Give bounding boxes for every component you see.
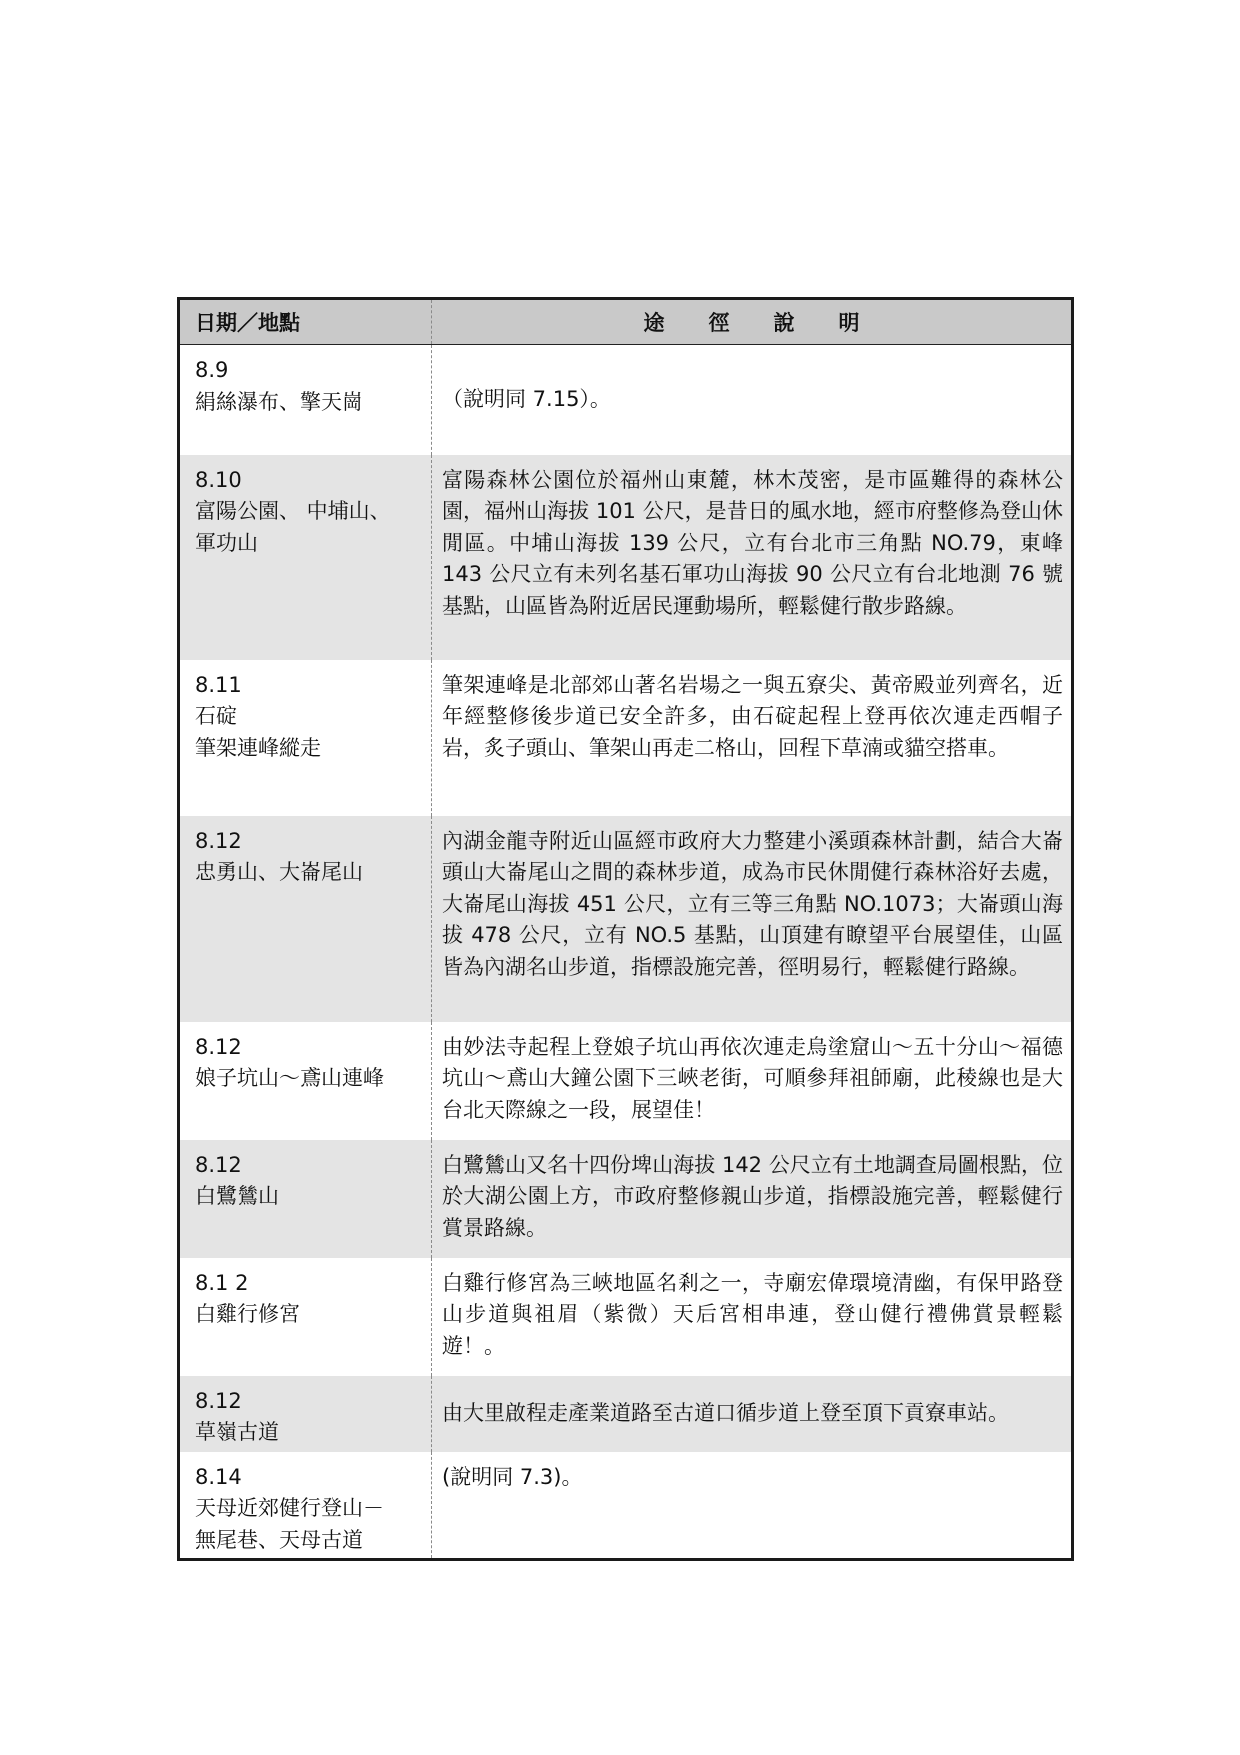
table-row	[179, 1376, 1073, 1452]
row-date: 8.12	[195, 1152, 242, 1177]
table-row	[179, 345, 1073, 455]
row-date: 8.14	[195, 1464, 242, 1489]
row-description: 由大里啟程走產業道路至古道口循步道上登至頂下貢寮車站。	[432, 1376, 1073, 1452]
table-row	[179, 1258, 1073, 1376]
row-location: 石碇	[195, 704, 237, 728]
header-description-char: 途	[643, 311, 665, 335]
row-location: 絹絲瀑布、擎天崗	[195, 389, 363, 414]
date-location-cell	[179, 455, 432, 660]
row-location: 筆架連峰縱走	[195, 735, 321, 760]
row-description: 內湖金龍寺附近山區經市政府大力整建小溪頭森林計劃，結合大崙頭山大崙尾山之間的森林步道，成為市民休閒健行森林浴好去處，大崙尾山海拔 451 公尺，立有三等三角點 NO.1073；大崙頭山海拔 478 公尺，立有 NO.5 基點，山頂建有瞭望平台展望佳，山區皆為內湖名山步道，指標設施完善，徑明易行，輕鬆健行路線。	[432, 816, 1073, 1022]
row-description: 富陽森林公園位於福州山東麓，林木茂密，是市區難得的森林公園，福州山海拔 101 公尺，是昔日的風水地，經市府整修為登山休閒區。中埔山海拔 139 公尺，立有台北市三角點 NO.79，東峰 143 公尺立有未列名基石軍功山海拔 90 公尺立有台北地測 76 號基點，山區皆為附近居民運動場所，輕鬆健行散步路線。	[432, 455, 1073, 660]
date-location-cell	[179, 1258, 432, 1376]
header-date-location: 日期／地點	[179, 299, 432, 345]
row-date: 8.1 2	[195, 1270, 249, 1295]
table-row	[179, 1022, 1073, 1140]
row-location: 草嶺古道	[195, 1420, 279, 1444]
row-description: 由妙法寺起程上登娘子坑山再依次連走烏塗窟山～五十分山～福德坑山～鳶山大鐘公園下三峽老街，可順參拜祖師廟，此稜線也是大台北天際線之一段，展望佳！	[442, 1034, 1063, 1122]
row-location: 白鷺鷥山	[195, 1184, 279, 1208]
row-date: 8.12	[195, 1388, 242, 1413]
row-date: 8.12	[195, 828, 242, 853]
date-location-cell	[179, 660, 432, 816]
header-description-char: 說	[773, 311, 795, 335]
header-description-char: 明	[838, 311, 860, 335]
table-body	[179, 345, 1073, 1560]
row-location: 富陽公園、 中埔山、	[195, 499, 391, 523]
row-description: （說明同 7.15）。	[442, 387, 611, 411]
row-location: 天母近郊健行登山－	[195, 1496, 384, 1520]
table-row	[179, 1140, 1073, 1258]
date-location-cell	[179, 1452, 432, 1560]
row-description: 白雞行修宮為三峽地區名剎之一，寺廟宏偉環境清幽，有保甲路登山步道與祖眉（紫微）天后宮相串連，登山健行禮佛賞景輕鬆遊！。	[442, 1270, 1063, 1358]
table-row	[179, 455, 1073, 660]
row-description: 筆架連峰是北部郊山著名岩場之一與五寮尖、黃帝殿並列齊名，近年經整修後步道已安全許多，由石碇起程上登再依次連走西帽子岩，炙子頭山、筆架山再走二格山，回程下草湳或貓空搭車。	[442, 672, 1063, 760]
row-description: (說明同 7.3)。	[442, 1464, 583, 1489]
row-date: 8.11	[195, 672, 242, 697]
row-date: 8.10	[195, 467, 242, 492]
header-description	[432, 299, 1073, 345]
row-location: 軍功山	[195, 530, 258, 555]
row-description: 白鷺鷥山又名十四份埤山海拔 142 公尺立有土地調查局圖根點，位於大湖公園上方，市政府整修親山步道，指標設施完善，輕鬆健行賞景路線。	[432, 1140, 1073, 1258]
header-description-char: 徑	[708, 311, 730, 335]
table-row	[179, 660, 1073, 816]
date-location-cell	[179, 345, 432, 455]
date-location-cell	[179, 816, 432, 1022]
row-location: 無尾巷、天母古道	[195, 1527, 363, 1552]
row-date: 8.9	[195, 358, 229, 382]
date-location-cell	[179, 1376, 432, 1452]
route-table	[177, 297, 1074, 1561]
table-row	[179, 1452, 1073, 1560]
row-location: 娘子坑山～鳶山連峰	[195, 1066, 384, 1090]
row-location: 忠勇山、大崙尾山	[195, 860, 363, 884]
table-header-row	[179, 299, 1073, 345]
date-location-cell	[179, 1140, 432, 1258]
date-location-cell	[179, 1022, 432, 1140]
row-date: 8.12	[195, 1034, 242, 1059]
row-location: 白雞行修宮	[195, 1302, 300, 1326]
table-row	[179, 816, 1073, 1022]
